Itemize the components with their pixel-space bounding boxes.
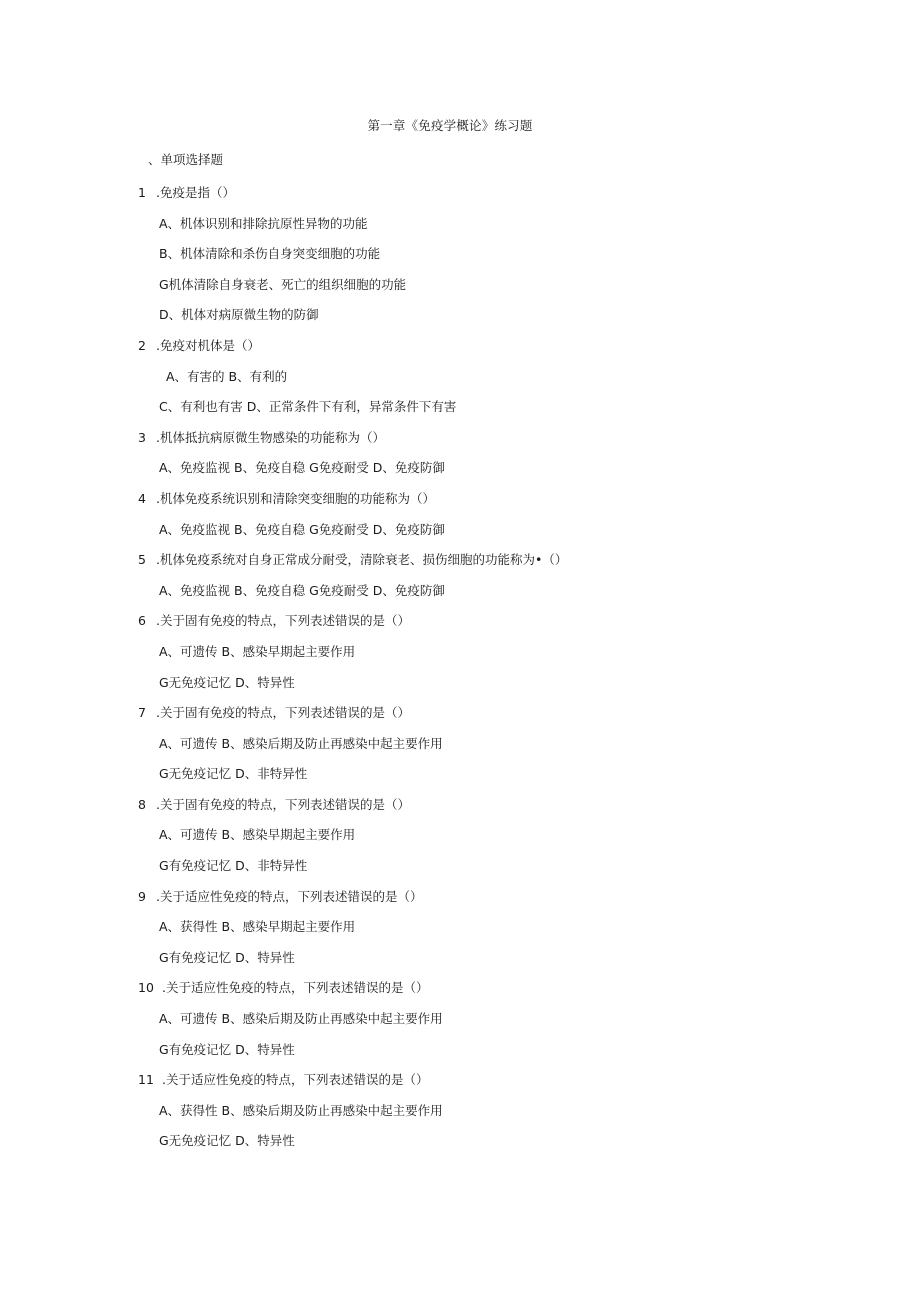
question-6-options-ab: A、可遗传 B、感染早期起主要作用: [159, 643, 356, 659]
question-number: 5: [138, 552, 146, 568]
question-1-option-c: G机体清除自身衰老、死亡的组织细胞的功能: [159, 276, 407, 292]
question-6: [0, 606, 920, 637]
question-text: .免疫对机体是（）: [156, 337, 260, 353]
question-11: [0, 1065, 920, 1096]
question-4-options: A、免疫监视 B、免疫自稳 G免疫耐受 D、免疫防御: [159, 521, 445, 537]
question-11-options-ab: A、获得性 B、感染后期及防止再感染中起主要作用: [159, 1102, 443, 1118]
question-number: 9: [138, 888, 146, 904]
question-number: 6: [138, 613, 146, 629]
question-text: .免疫是指（）: [156, 185, 235, 200]
question-7-options-cd: G无免疫记忆 D、非特异性: [159, 766, 308, 782]
question-2-options-cd: C、有利也有害 D、正常条件下有利，异常条件下有害: [159, 399, 457, 415]
question-10-options-ab: A、可遗传 B、感染后期及防止再感染中起主要作用: [159, 1011, 443, 1027]
section-heading: 、单项选择题: [148, 152, 224, 167]
question-10: [0, 973, 920, 1004]
question-8: [0, 790, 920, 821]
question-list: [0, 178, 920, 1157]
question-1-option-d: D、机体对病原微生物的防御: [159, 307, 319, 323]
question-3-options: A、免疫监视 B、免疫自稳 G免疫耐受 D、免疫防御: [159, 460, 445, 476]
question-text: .关于固有免疫的特点，下列表述错误的是（）: [156, 705, 410, 721]
question-number: 2: [138, 337, 146, 353]
question-text: .机体免疫系统对自身正常成分耐受，清除衰老、损伤细胞的功能称为•（）: [156, 552, 568, 568]
question-text: .关于固有免疫的特点，下列表述错误的是（）: [156, 613, 410, 629]
question-11-options-cd: G无免疫记忆 D、特异性: [159, 1133, 295, 1149]
question-8-options-ab: A、可遗传 B、感染早期起主要作用: [159, 827, 356, 843]
question-2-options-ab: A、有害的 B、有利的: [166, 368, 288, 384]
question-4: [0, 484, 920, 515]
question-1: [0, 178, 920, 209]
question-5-options: A、免疫监视 B、免疫自稳 G免疫耐受 D、免疫防御: [159, 582, 445, 598]
question-1-option-a: A、机体识别和排除抗原性异物的功能: [159, 215, 368, 231]
question-number: 11: [138, 1072, 154, 1088]
question-2: [0, 331, 920, 362]
question-10-options-cd: G有免疫记忆 D、特异性: [159, 1041, 295, 1057]
question-text: .关于适应性免疫的特点，下列表述错误的是（）: [162, 980, 429, 996]
question-text: .关于适应性免疫的特点，下列表述错误的是（）: [162, 1072, 429, 1088]
question-number: 4: [138, 490, 146, 506]
question-1-option-b: B、机体清除和杀伤自身突变细胞的功能: [159, 246, 381, 262]
question-number: 7: [138, 705, 146, 721]
question-text: .机体免疫系统识别和清除突变细胞的功能称为（）: [156, 490, 435, 506]
question-text: .关于适应性免疫的特点，下列表述错误的是（）: [156, 888, 423, 904]
document-title: 第一章《免疫学概论》练习题: [367, 118, 533, 133]
question-5: [0, 545, 920, 576]
question-6-options-cd: G无免疫记忆 D、特异性: [159, 674, 295, 690]
question-9-options-cd: G有免疫记忆 D、特异性: [159, 949, 295, 965]
question-9-options-ab: A、获得性 B、感染早期起主要作用: [159, 919, 356, 935]
question-8-options-cd: G有免疫记忆 D、非特异性: [159, 858, 308, 874]
question-3: [0, 423, 920, 454]
question-text: .机体抵抗病原微生物感染的功能称为（）: [156, 429, 385, 445]
question-7-options-ab: A、可遗传 B、感染后期及防止再感染中起主要作用: [159, 735, 443, 751]
question-number: 10: [138, 980, 154, 996]
question-7: [0, 698, 920, 729]
question-number: 3: [138, 429, 146, 445]
question-number: 1: [138, 185, 146, 200]
question-text: .关于固有免疫的特点，下列表述错误的是（）: [156, 796, 410, 812]
question-9: [0, 882, 920, 913]
question-number: 8: [138, 796, 146, 812]
